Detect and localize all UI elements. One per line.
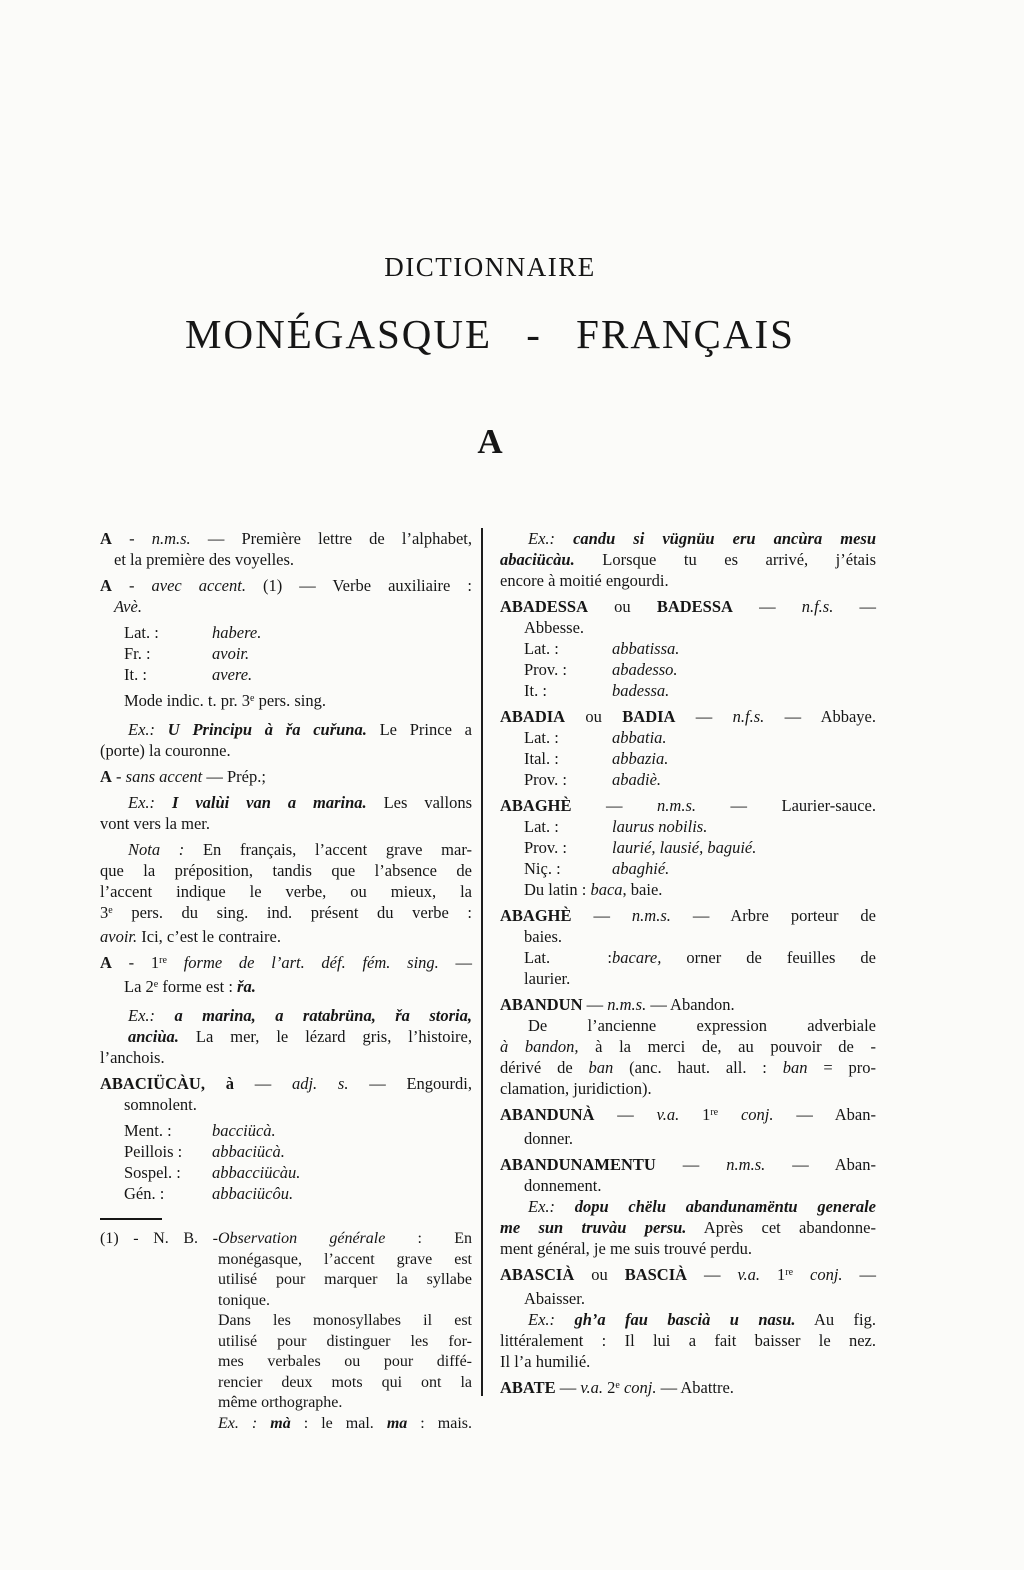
- text-run: —: [438, 953, 473, 972]
- text-run: habere.: [212, 623, 262, 642]
- text-run: ABAGHÈ: [500, 906, 572, 925]
- text-line: [500, 528, 876, 549]
- text-line: [100, 690, 472, 714]
- text-line: [500, 1078, 876, 1099]
- text-run: abadesso.: [612, 660, 678, 679]
- text-run: Après cet abandonne-: [686, 1218, 876, 1237]
- text-run: 3: [100, 903, 109, 922]
- text-run: v.a.: [656, 1105, 680, 1124]
- text-run: I valùi van a marina.: [171, 793, 367, 812]
- text-run: Lat. :: [124, 623, 159, 642]
- text-run: BADESSA: [656, 597, 733, 616]
- text-run: abadiè.: [612, 770, 662, 789]
- text-run: n.m.s.: [657, 796, 696, 815]
- text-line: [100, 1094, 472, 1115]
- text-run: Ital. :: [524, 749, 559, 768]
- text-run: Nota :: [128, 840, 185, 859]
- footnote-divider: [100, 1218, 162, 1220]
- text-run: —: [571, 906, 632, 925]
- text-run: somnolent.: [124, 1095, 197, 1114]
- text-line: [100, 1120, 472, 1141]
- text-run: e: [250, 693, 255, 704]
- text-run: [257, 1415, 270, 1432]
- text-line: [100, 813, 472, 834]
- text-run: adj. s.: [291, 1074, 349, 1093]
- text-run: (porte) la couronne.: [100, 741, 231, 760]
- text-run: Mode indic. t. pr. 3: [124, 691, 251, 710]
- text-run: Du latin :: [524, 880, 591, 899]
- text-run: [718, 1105, 741, 1124]
- text-line: [500, 748, 876, 769]
- text-run: [167, 953, 184, 972]
- text-run: Ex. :: [218, 1414, 258, 1432]
- text-run: abbaciücôu.: [212, 1184, 294, 1203]
- text-run: et la première des voyelles.: [114, 550, 295, 569]
- text-run: Sospel. :: [124, 1163, 181, 1182]
- text-line: [100, 902, 472, 926]
- text-run: — Abattre.: [656, 1378, 734, 1397]
- text-line: [100, 766, 472, 787]
- text-line: [500, 617, 876, 638]
- page-subtitle: MONÉGASQUE - FRANÇAIS: [185, 311, 795, 357]
- text-run: tonique.: [218, 1291, 270, 1309]
- text-run: [555, 529, 573, 548]
- text-line: [500, 968, 876, 989]
- text-run: BADIA: [622, 707, 676, 726]
- text-run: — Prép.;: [202, 767, 266, 786]
- text-run: —: [594, 1105, 657, 1124]
- text-run: e: [615, 1380, 620, 1391]
- text-line: [100, 881, 472, 902]
- text-run: ou: [588, 597, 657, 616]
- text-run: —: [732, 597, 802, 616]
- text-run: —: [571, 796, 658, 815]
- text-run: En français, l’accent grave mar-: [184, 840, 472, 859]
- text-line: [500, 1036, 876, 1057]
- text-line: [500, 706, 876, 727]
- text-line: [100, 1393, 472, 1414]
- text-run: donner.: [524, 1129, 574, 1148]
- text-run: l’accent indique le verbe, ou mieux, la: [100, 882, 472, 901]
- text-run: abbaciücà.: [212, 1142, 285, 1161]
- text-run: ban: [782, 1058, 808, 1077]
- text-run: = pro-: [807, 1058, 876, 1077]
- text-run: candu si vügnüu eru ancùra mesu: [573, 529, 876, 548]
- text-line: [100, 1026, 472, 1047]
- text-line: [500, 1015, 876, 1036]
- text-run: — Arbre porteur de: [670, 906, 876, 925]
- text-line: [100, 1141, 472, 1162]
- text-line: [100, 1373, 472, 1394]
- text-run: A: [100, 529, 112, 548]
- text-run: ABACIÜCÀU, à: [100, 1074, 234, 1093]
- text-line: [100, 1332, 472, 1353]
- text-run: : mais.: [407, 1414, 473, 1432]
- text-run: v.a.: [580, 1378, 603, 1397]
- text-line: [500, 1175, 876, 1196]
- text-line: [500, 795, 876, 816]
- text-run: e: [153, 979, 159, 990]
- text-run: , baie.: [622, 880, 663, 899]
- text-run: 2: [602, 1378, 616, 1397]
- text-run: —: [833, 597, 876, 616]
- text-run: 1: [760, 1265, 786, 1284]
- text-run: BASCIÀ: [624, 1265, 688, 1284]
- text-line: [100, 643, 472, 664]
- text-run: Prov. :: [524, 770, 567, 789]
- text-run: forme est :: [158, 977, 238, 996]
- text-run: —: [655, 1155, 727, 1174]
- text-line: [100, 792, 472, 813]
- text-run: baca: [590, 880, 623, 899]
- text-run: forme de l’art. déf. fém. sing.: [183, 953, 439, 972]
- text-run: ma: [386, 1414, 408, 1432]
- text-run: [155, 1006, 174, 1025]
- text-run: Ex.:: [128, 1006, 156, 1025]
- text-run: : En: [385, 1230, 472, 1247]
- text-run: pers. du sing. ind. présent du verbe :: [112, 903, 472, 922]
- text-run: ABADESSA: [500, 597, 589, 616]
- text-columns: [100, 528, 876, 1434]
- text-run: gh’a fau bascià u nasu.: [574, 1310, 796, 1329]
- text-line: [100, 860, 472, 881]
- text-run: vont vers la mer.: [100, 814, 210, 833]
- text-run: a marina, a ratabrüna, řa storia,: [174, 1006, 472, 1025]
- text-run: Gén. :: [124, 1184, 165, 1203]
- text-run: — Première lettre de l’alphabet,: [190, 529, 472, 548]
- text-run: Peillois :: [124, 1142, 183, 1161]
- text-run: 1: [679, 1105, 711, 1124]
- text-line: [100, 622, 472, 643]
- text-run: ABANDUN: [500, 995, 583, 1014]
- text-run: — Aban-: [773, 1105, 876, 1124]
- text-run: dopu chëlu abandunamëntu generale: [574, 1197, 876, 1216]
- text-run: [155, 720, 168, 739]
- text-line: [500, 905, 876, 926]
- text-run: : le mal.: [290, 1414, 387, 1432]
- text-run: Dans les monosyllabes il est: [218, 1312, 472, 1329]
- text-line: [100, 1162, 472, 1183]
- text-run: Les vallons: [366, 793, 472, 812]
- text-run: —: [842, 1265, 876, 1284]
- text-run: n.f.s.: [801, 597, 834, 616]
- text-line: [500, 570, 876, 591]
- text-run: -: [111, 529, 152, 548]
- text-run: e: [108, 905, 113, 916]
- text-run: Ici, c’est le contraire.: [137, 927, 281, 946]
- text-run: —: [233, 1074, 292, 1093]
- text-line: [100, 1250, 472, 1271]
- text-run: anciùa.: [128, 1027, 179, 1046]
- text-line: [500, 680, 876, 701]
- text-run: mà: [270, 1414, 291, 1432]
- text-line: [500, 816, 876, 837]
- text-run: — Abandon.: [646, 995, 735, 1014]
- text-run: re: [785, 1267, 794, 1278]
- text-run: à bandon,: [500, 1037, 579, 1056]
- text-run: badessa.: [612, 681, 670, 700]
- text-run: que la préposition, tandis que l’absence de: [100, 861, 472, 880]
- text-run: [555, 1197, 575, 1216]
- text-line: [500, 596, 876, 617]
- text-run: It. :: [124, 665, 147, 684]
- column-divider: [481, 528, 483, 1396]
- left-column: [100, 528, 472, 1434]
- text-run: [155, 793, 172, 812]
- text-run: —: [675, 707, 733, 726]
- text-run: [793, 1265, 810, 1284]
- text-run: ABAGHÈ: [500, 796, 572, 815]
- text-line: [100, 1229, 472, 1250]
- text-line: [500, 727, 876, 748]
- text-line: [100, 1183, 472, 1204]
- text-line: [500, 659, 876, 680]
- text-line: [500, 1238, 876, 1259]
- text-run: ABATE: [500, 1378, 556, 1397]
- text-line: [100, 719, 472, 740]
- text-line: [500, 1309, 876, 1330]
- text-line: [100, 1005, 472, 1026]
- text-run: ABANDUNAMENTU: [500, 1155, 656, 1174]
- text-line: [500, 1288, 876, 1309]
- text-run: Ex.:: [528, 1197, 556, 1216]
- text-run: à la merci de, au pouvoir de -: [578, 1037, 877, 1056]
- text-run: Il l’a humilié.: [500, 1352, 591, 1371]
- text-run: abbacciücàu.: [212, 1163, 301, 1182]
- text-run: Lat. :: [524, 817, 559, 836]
- text-line: [500, 926, 876, 947]
- text-run: A: [100, 576, 112, 595]
- text-run: me sun truvàu persu.: [500, 1218, 687, 1237]
- text-run: clamation, juridiction).: [500, 1079, 652, 1098]
- text-run: Lat. :: [524, 639, 559, 658]
- text-run: Lat. :: [524, 728, 559, 747]
- text-run: conj.: [623, 1378, 657, 1397]
- text-run: ment général, je me suis trouvé perdu.: [500, 1239, 753, 1258]
- text-run: (1) — Verbe auxiliaire :: [245, 576, 472, 595]
- text-run: avoir.: [100, 927, 138, 946]
- text-run: La mer, le lézard gris, l’histoire,: [178, 1027, 472, 1046]
- text-run: ou: [565, 707, 623, 726]
- text-line: [100, 1352, 472, 1373]
- text-line: [500, 1057, 876, 1078]
- text-run: La 2: [124, 977, 154, 996]
- text-line: [100, 664, 472, 685]
- text-line: [500, 638, 876, 659]
- text-run: bacare,: [612, 948, 662, 967]
- text-run: laurus nobilis.: [612, 817, 708, 836]
- text-run: orner de feuilles de: [661, 948, 876, 967]
- text-line: [100, 528, 472, 549]
- text-run: Ex.:: [128, 720, 156, 739]
- text-run: - 1: [111, 953, 160, 972]
- text-run: laurier.: [524, 969, 571, 988]
- text-run: ABADIA: [500, 707, 566, 726]
- text-run: bacciücà.: [212, 1121, 276, 1140]
- section-letter: A: [477, 422, 503, 461]
- text-run: It. :: [524, 681, 547, 700]
- text-run: Ment. :: [124, 1121, 172, 1140]
- text-run: avec accent.: [151, 576, 246, 595]
- text-run: ABANDUNÀ: [500, 1105, 595, 1124]
- text-line: [100, 596, 472, 617]
- text-run: dérivé de: [500, 1058, 589, 1077]
- text-run: (1) - N. B. -: [100, 1230, 218, 1247]
- text-run: Abaisser.: [524, 1289, 585, 1308]
- text-run: Niç. :: [524, 859, 561, 878]
- text-run: Ex.:: [528, 529, 556, 548]
- text-run: abbatia.: [612, 728, 667, 747]
- text-run: A: [100, 767, 112, 786]
- text-run: -: [111, 576, 152, 595]
- text-run: Lat. :: [524, 948, 612, 967]
- text-run: Lorsque tu es arrivé, j’étais: [574, 550, 876, 569]
- text-run: Prov. :: [524, 660, 567, 679]
- text-run: n.m.s.: [726, 1155, 766, 1174]
- text-line: [100, 740, 472, 761]
- text-run: conj.: [740, 1105, 774, 1124]
- text-line: [100, 1073, 472, 1094]
- text-run: encore à moitié engourdi.: [500, 571, 669, 590]
- text-run: Le Prince a: [366, 720, 472, 739]
- text-run: ou: [574, 1265, 625, 1284]
- text-run: utilisé pour marquer la syllabe: [218, 1271, 472, 1288]
- text-run: re: [710, 1107, 719, 1118]
- text-run: n.m.s.: [607, 995, 647, 1014]
- text-line: [100, 952, 472, 976]
- text-line: [500, 1128, 876, 1149]
- text-run: sans accent: [125, 767, 203, 786]
- text-run: Ex.:: [528, 1310, 556, 1329]
- text-line: [500, 947, 876, 968]
- text-line: [500, 858, 876, 879]
- text-run: abaciücàu.: [500, 550, 575, 569]
- text-line: [500, 1264, 876, 1288]
- text-run: -: [111, 767, 126, 786]
- page-title: DICTIONNAIRE: [384, 252, 596, 282]
- text-run: (anc. haut. all. :: [613, 1058, 783, 1077]
- text-line: [100, 1291, 472, 1312]
- text-run: —: [687, 1265, 738, 1284]
- text-run: — Abbaye.: [764, 707, 877, 726]
- right-column: [500, 528, 876, 1401]
- text-run: — Laurier-sauce.: [696, 796, 876, 815]
- text-line: [500, 769, 876, 790]
- text-line: [100, 926, 472, 947]
- text-run: — Aban-: [765, 1155, 877, 1174]
- text-run: Fr. :: [124, 644, 151, 663]
- text-run: U Principu à řa cuřuna.: [167, 720, 367, 739]
- text-run: — Engourdi,: [348, 1074, 473, 1093]
- text-line: [500, 1330, 876, 1351]
- text-run: n.m.s.: [151, 529, 191, 548]
- text-run: řa.: [237, 977, 256, 996]
- text-run: littéralement : Il lui a fait baisser le nez.: [500, 1331, 876, 1350]
- text-run: [555, 1310, 574, 1329]
- text-line: [500, 879, 876, 900]
- text-run: avere.: [212, 665, 253, 684]
- text-line: [500, 1154, 876, 1175]
- text-line: [100, 1311, 472, 1332]
- text-line: [100, 575, 472, 596]
- text-line: [500, 994, 876, 1015]
- text-run: re: [159, 955, 167, 966]
- text-line: [500, 1217, 876, 1238]
- text-line: [500, 1104, 876, 1128]
- text-run: Avè.: [114, 597, 142, 616]
- text-run: abaghié.: [612, 859, 670, 878]
- text-run: n.m.s.: [631, 906, 671, 925]
- text-run: donnement.: [524, 1176, 602, 1195]
- text-run: v.a.: [737, 1265, 761, 1284]
- text-run: baies.: [524, 927, 563, 946]
- text-run: Prov. :: [524, 838, 567, 857]
- text-run: n.f.s.: [732, 707, 765, 726]
- text-run: conj.: [810, 1265, 843, 1284]
- text-run: Au fig.: [795, 1310, 877, 1329]
- text-run: —: [582, 995, 608, 1014]
- text-run: pers. sing.: [254, 691, 326, 710]
- text-line: [500, 1377, 876, 1401]
- text-run: ABASCIÀ: [500, 1265, 575, 1284]
- text-line: [100, 1047, 472, 1068]
- text-run: l’anchois.: [100, 1048, 165, 1067]
- text-run: ban: [588, 1058, 614, 1077]
- text-run: avoir.: [212, 644, 250, 663]
- text-line: [100, 839, 472, 860]
- text-run: Abbesse.: [524, 618, 585, 637]
- text-line: [500, 837, 876, 858]
- text-run: mes verbales ou pour diffé-: [218, 1353, 472, 1370]
- text-run: rencier deux mots qui ont la: [218, 1373, 472, 1391]
- text-line: [500, 1351, 876, 1372]
- text-line: [500, 549, 876, 570]
- text-run: —: [555, 1378, 581, 1397]
- text-run: monégasque, l’accent grave est: [218, 1250, 472, 1268]
- text-run: De l’ancienne expression adverbiale: [528, 1016, 876, 1035]
- text-line: [500, 1196, 876, 1217]
- text-line: [100, 1270, 472, 1291]
- text-run: Observation générale: [218, 1230, 386, 1247]
- text-line: [100, 549, 472, 570]
- text-run: même orthographe.: [218, 1394, 343, 1411]
- text-run: utilisé pour distinguer les for-: [218, 1332, 472, 1350]
- text-run: Ex.:: [128, 793, 156, 812]
- text-line: [100, 1414, 472, 1435]
- text-line: [100, 976, 472, 1000]
- text-run: abbazia.: [612, 749, 669, 768]
- text-run: A: [100, 953, 112, 972]
- text-run: laurié, lausié, baguié.: [612, 838, 757, 857]
- text-run: abbatissa.: [612, 639, 680, 658]
